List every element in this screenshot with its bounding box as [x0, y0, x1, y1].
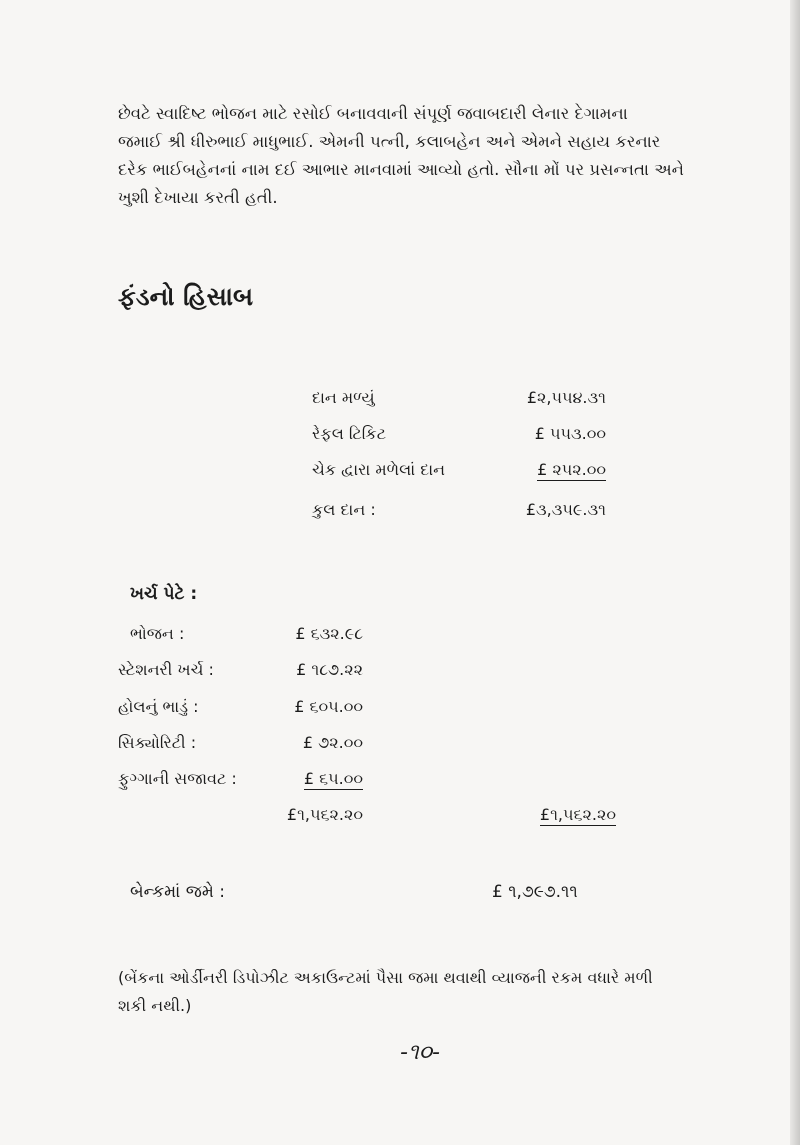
expense-subtotal: £૧,૫૬૨.૨૦ — [286, 805, 363, 824]
expense-amount-security: £ ૭૨.૦૦ — [302, 733, 363, 752]
income-label-raffle: રેફલ ટિકિટ — [312, 424, 387, 443]
intro-paragraph — [118, 100, 728, 212]
intro-line-2: જમાઈ શ્રી ધીરુભાઈ માધુભાઈ. એમની પત્ની, કલાબહેન અને એમને સહાય કરનાર — [118, 132, 661, 151]
intro-line-3: દરેક ભાઈબહેનનાં નામ દઈ આભાર માનવામાં આવ્યો હતો. સૌના મોં પર પ્રસન્નતા અને — [118, 160, 684, 179]
expense-label-balloons: ફુગ્ગાની સજાવટ : — [118, 769, 237, 788]
income-amount-donations: £૨,૫૫૪.૩૧ — [526, 388, 606, 407]
expenses-heading: ખર્ચ પેટે : — [130, 584, 198, 604]
expense-amount-balloons-value: £ ૬૫.૦૦ — [303, 769, 363, 788]
note-line-2: શકી નથી.) — [118, 996, 192, 1015]
income-label-cheque: ચેક દ્વારા મળેલાં દાન — [312, 460, 446, 479]
income-total-label: કુલ દાન : — [312, 500, 376, 519]
expense-amount-food: £ ૬૩૨.૯૮ — [295, 624, 363, 643]
expense-amount-stationery: £ ૧૮૭.૨૨ — [296, 660, 363, 679]
income-total-amount: £૩,૩૫૯.૩૧ — [525, 500, 606, 519]
bank-balance-label: બેન્કમાં જમે : — [130, 882, 225, 902]
expense-amount-balloons — [268, 769, 363, 789]
expense-label-food: ભોજન : — [130, 624, 185, 643]
intro-line-4: ખુશી દેખાયા કરતી હતી. — [118, 188, 278, 207]
income-amount-cheque-value: £ ૨૫૨.૦૦ — [537, 460, 606, 479]
intro-line-1: છેવટે સ્વાદિષ્ટ ભોજન માટે રસોઈ બનાવવાની સંપૂર્ણ જવાબદારી લેનાર દેગામના — [118, 104, 628, 123]
expense-total-value: £૧,૫૬૨.૨૦ — [539, 805, 616, 824]
page-edge-shadow — [790, 0, 800, 1145]
expense-label-hall-rent: હોલનું ભાડું : — [118, 697, 199, 716]
expense-total — [506, 805, 616, 825]
expense-label-security: સિક્યોરિટી : — [118, 733, 197, 752]
income-amount-raffle: £ ૫૫૩.૦૦ — [534, 424, 606, 443]
income-label-donations: દાન મળ્યું — [312, 388, 375, 407]
note-line-1: (બેંકના ઓર્ડીનરી ડિપોઝીટ અકાઉન્ટમાં પૈસા જમા થવાથી વ્યાજની રકમ વધારે મળી — [118, 968, 653, 987]
fund-account-heading: ફંડનો હિસાબ — [118, 282, 254, 311]
income-amount-cheque — [496, 460, 606, 480]
expense-label-stationery: સ્ટેશનરી ખર્ચ : — [118, 660, 214, 679]
expense-amount-hall-rent: £ ૬૦૫.૦૦ — [294, 697, 363, 716]
page-number: -૧૦- — [400, 1040, 440, 1065]
bank-note — [118, 964, 738, 1020]
bank-balance-amount: £ ૧,૭૯૭.૧૧ — [492, 882, 578, 902]
